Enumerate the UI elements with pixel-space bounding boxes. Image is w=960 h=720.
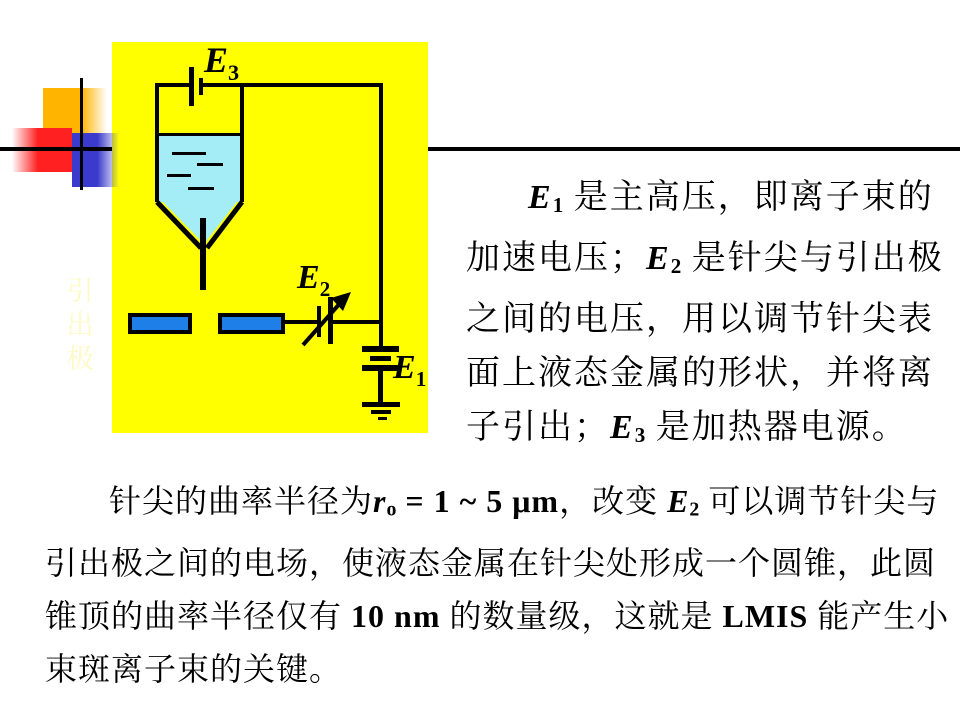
text-segment: 可以调节针尖与 [699,483,940,519]
wire-e1-to-ground [378,371,383,403]
text-segment: 针尖的曲率半径为 [109,483,374,519]
text-segment: 子引出； [466,408,610,446]
e1-label-sub: 1 [415,366,427,391]
extractor-electrode-right [218,313,285,334]
liquid-dash [188,187,214,190]
liquid-dash [172,152,206,155]
decor-vertical-line [80,78,83,190]
text-segment: 引出极之间的电场，使液态金属在针尖处形成一个圆锥，此圆 [45,544,937,581]
e2-label [297,261,330,300]
liquid-metal-fill [159,136,240,202]
text-line [45,590,953,643]
text-line [45,537,953,590]
crucible-right-wall [240,83,244,202]
text-segment: = 1 ~ 5 μm [396,483,560,519]
divider-line-left [0,147,112,151]
liquid-surface-line [155,133,244,136]
extractor-electrode-caption: 引出极 [66,276,94,374]
text-segment: r [373,483,387,519]
liquid-dash [167,174,191,177]
ground-bar-3 [378,417,387,420]
text-segment: 锥顶的曲率半径仅有 [45,597,352,634]
right-paragraph [466,171,956,461]
text-segment: 是主高压，即离子束的 [563,179,934,216]
text-segment: E [667,483,690,519]
battery-e1-plate-short [370,356,391,361]
e3-label-base: E [204,40,229,80]
text-segment: 是加热器电源。 [645,408,908,446]
text-segment: 加速电压； [466,239,646,277]
e1-label [393,351,426,390]
text-segment: 面上液态金属的形状，并将离 [466,354,934,392]
text-segment: ，改变 [559,483,668,519]
text-segment: LMIS [722,597,809,634]
bottom-paragraph [45,475,953,696]
emitter-needle [200,218,206,290]
text-line [466,401,956,462]
liquid-dash [197,163,223,166]
decor-orange-square [43,88,107,133]
text-segment: 3 [634,422,646,447]
text-line [466,347,956,401]
text-segment: 之间的电压，用以调节针尖表 [466,300,934,338]
text-segment: 是针尖与引出极 [681,239,944,277]
text-line [45,643,953,696]
text-segment: 1 [552,192,564,217]
divider-line-right [428,147,960,151]
text-segment: E [646,239,671,277]
text-line [45,475,953,537]
text-segment: o [386,498,397,521]
wire-top-left [155,83,189,87]
text-segment: E [528,179,553,216]
e2-label-base: E [297,259,320,296]
text-segment: 2 [689,498,700,521]
wire-right-vertical [379,83,383,347]
text-segment: 10 nm [351,597,441,634]
decor-blue-square [72,133,118,187]
e3-label-sub: 3 [228,60,240,86]
text-segment: E [610,408,635,446]
e2-label-sub: 2 [319,276,331,301]
text-segment: 的数量级，这就是 [440,597,723,634]
extractor-electrode-left [128,313,192,334]
text-line [466,232,956,293]
text-line [466,171,956,232]
e1-label-base: E [393,349,416,386]
text-segment: 2 [670,253,682,278]
text-segment: 能产生小 [808,597,950,634]
battery-e3-long-plate [189,67,194,106]
text-segment: 束斑离子束的关键。 [45,650,343,687]
text-line [466,293,956,347]
ground-bar-2 [371,410,391,414]
e3-label [204,42,239,85]
ground-bar-1 [362,402,400,407]
